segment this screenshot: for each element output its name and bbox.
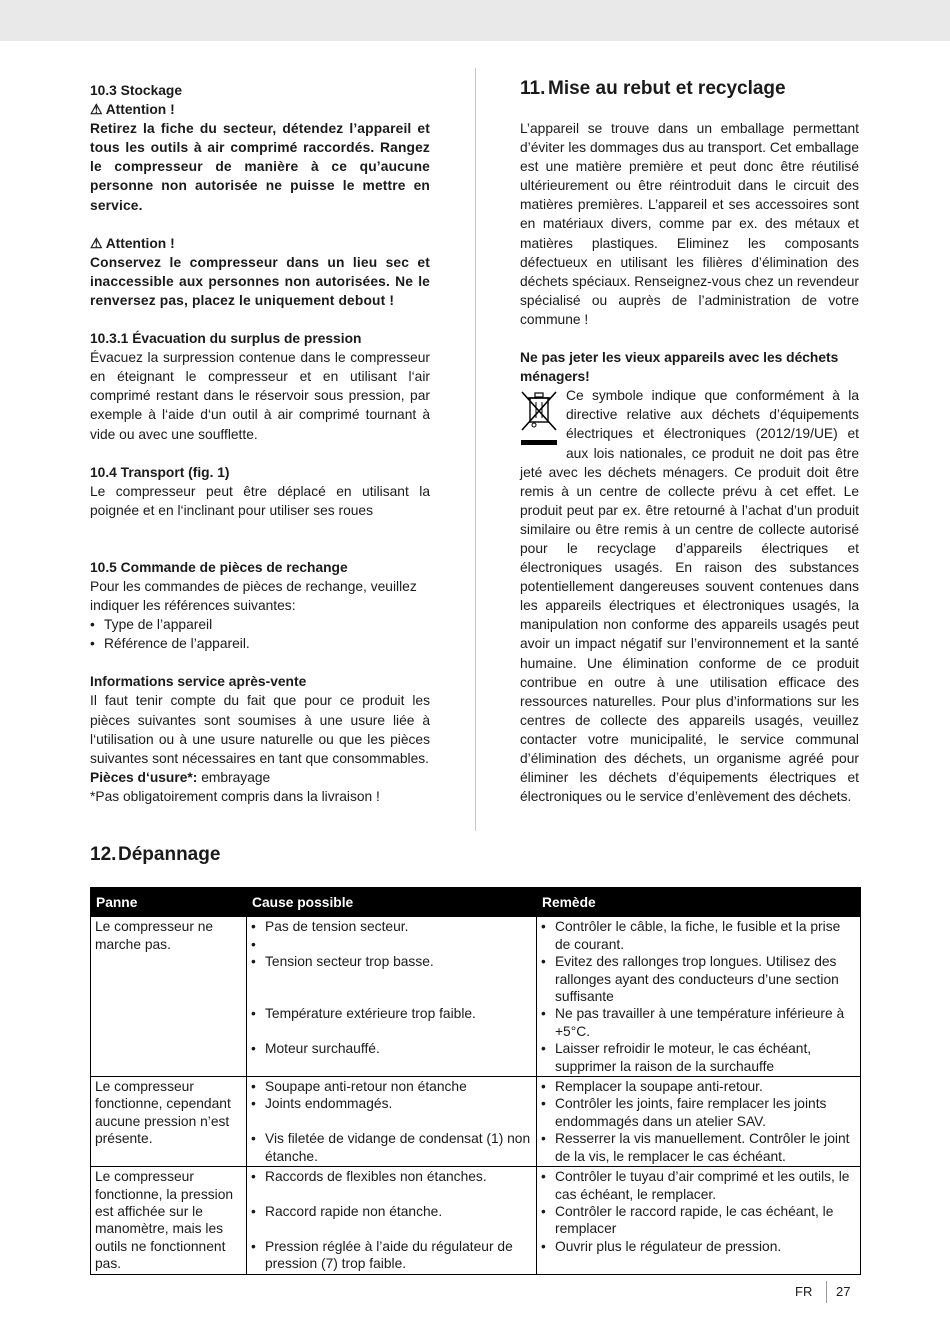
remede-item: • Contrôler le tuyau d’air comprimé et les outils, le cas échéant, le remplacer.	[541, 1168, 855, 1203]
weee-text: Ce symbole indique que conformément à la directive relative aux déchets d’équipements électriques et électroniques (2012/19/UE) et aux lois nationales, ce produit ne doit pas être jeté avec les déchets ménagers. Ce produit doit être remis à un centre de collecte prévu à cet effet. Le produit peut par ex. être retourné à l’achat d’un produit similaire ou être remis à un centre de collecte autorisé pour le recyclage d’appareils électriques et électroniques usagés. En raison des substances potentiellement dangereuses souvent contenues dans les appareils électriques et électroniques usagés, la manipulation non conforme des appareils usagés peut avoir un impact négatif sur l’environnement et la santé humaine. Une élimination conforme de ce produit contribue en outre à une utilisation efficace des ressources naturelles. Pour plus d’informations sur les centres de collecte des appareils usagés, veuillez contacter votre municipalité, le service communal d’élimination des déchets, un organisme agréé pour éliminer les déchets d’équipements électriques et électroniques ou le service d’enlèvement des déchets.	[520, 388, 859, 805]
table-row	[91, 1077, 861, 1167]
cause-item: • Joints endommagés.	[251, 1095, 531, 1112]
cause-item: • Pas de tension secteur.	[251, 918, 531, 935]
attention-line-1: ⚠ Attention !	[90, 102, 175, 118]
section-10-3-1-text: Évacuez la surpression contenue dans le compresseur en éteignant le compresseur et en utilisant l‘air comprimé restant dans le réservoir sous pression, par exemple à l‘aide d‘un outil à air comprimé tournant à vide ou avec une soufflette.	[90, 350, 430, 442]
footer-divider	[826, 1281, 827, 1303]
remede-item: • Contrôler le câble, la fiche, le fusible et la prise de courant.	[541, 918, 855, 953]
section-10-3-1-title: 10.3.1 Évacuation du surplus de pression	[90, 331, 362, 347]
storage-warning-2: Conservez le compresseur dans un lieu sec et inaccessible aux personnes non autorisées. Ne le renversez pas, placez le uniquement debout !	[90, 254, 430, 308]
remede-cell	[537, 1167, 861, 1274]
cause-cell	[247, 1167, 537, 1274]
section-10-4-title: 10.4 Transport (fig. 1)	[90, 464, 230, 480]
remede-cell	[537, 1077, 861, 1167]
section-10-3-title: 10.3 Stockage	[90, 83, 183, 98]
weee-title: Ne pas jeter les vieux appareils avec les déchets ménagers!	[520, 350, 839, 385]
header-cause: Cause possible	[247, 888, 537, 917]
page-footer	[770, 1281, 860, 1303]
cause-item: • Moteur surchauffé.	[251, 1040, 531, 1057]
cause-item: • Soupape anti-retour non étanche	[251, 1078, 531, 1095]
left-column	[90, 81, 430, 806]
cause-item: • Vis filetée de vidange de condensat (1) non étanche.	[251, 1130, 531, 1165]
remede-item: • Laisser refroidir le moteur, le cas échéant, supprimer la raison de la surchauffe	[541, 1040, 855, 1075]
section-11-heading: 11. Mise au rebut et recyclage	[520, 78, 786, 99]
remede-item: • Contrôler le raccord rapide, le cas échéant, le remplacer	[541, 1203, 855, 1238]
remede-item: • Contrôler les joints, faire remplacer les joints endommagés dans un atelier SAV.	[541, 1095, 855, 1130]
weee-block	[520, 386, 859, 806]
remede-item: • Evitez des rallonges trop longues. Utilisez des rallonges ayant des conducteurs d’une section suffisante	[541, 953, 855, 1005]
remede-cell	[537, 917, 861, 1077]
section-12-heading: 12.Dépannage	[90, 844, 221, 865]
cause-cell	[247, 1077, 537, 1167]
wear-note: *Pas obligatoirement compris dans la livraison !	[90, 788, 380, 804]
header-remede: Remède	[537, 888, 861, 917]
service-title: Informations service après-vente	[90, 674, 307, 690]
cause-item: • Raccord rapide non étanche.	[251, 1203, 531, 1220]
troubleshooting-table	[90, 887, 861, 1275]
panne-cell: Le compresseur fonctionne, la pression est affichée sur le manomètre, mais les outils ne fonctionnent pas.	[91, 1167, 247, 1274]
remede-item: • Ne pas travailler à une température inférieure à +5°C.	[541, 1005, 855, 1040]
section-10-5-text: Pour les commandes de pièces de rechange, veuillez indiquer les références suivantes:	[90, 578, 417, 614]
panne-cell: Le compresseur fonctionne, cependant aucune pression n’est présente.	[91, 1077, 247, 1167]
language-label: FR	[795, 1284, 813, 1299]
list-item: • Référence de l’appareil.	[90, 634, 430, 653]
cause-item: • Tension secteur trop basse.	[251, 953, 531, 970]
cause-cell	[247, 917, 537, 1077]
remede-item: • Resserrer la vis manuellement. Contrôler le joint de la vis, le remplacer le cas échéant.	[541, 1130, 855, 1165]
warning-icon: ⚠	[90, 235, 103, 251]
cause-item: • Raccords de flexibles non étanches.	[251, 1168, 531, 1185]
section-10-5-title: 10.5 Commande de pièces de rechange	[90, 559, 348, 575]
section-10-4-text: Le compresseur peut être déplacé en utilisant la poignée et en l‘inclinant pour utiliser ses roues	[90, 483, 430, 518]
disposal-text: L’appareil se trouve dans un emballage permettant d’éviter les dommages dus au transport. Cet emballage est une matière première et peut donc être réutilisé ultérieurement ou être réintroduit dans le circuit des matières premières. L’appareil et ses accessoires sont en matériaux divers, comme par ex. des métaux et matières plastiques. Eliminez les composants défectueux en utilisant les filières d’élimination des déchets spéciaux. Renseignez-vous chez un revendeur spécialisé ou auprès de l’administration de votre commune !	[520, 121, 859, 327]
table-header-row	[91, 888, 861, 917]
column-divider	[475, 68, 476, 831]
table-row	[91, 917, 861, 1077]
service-text: Il faut tenir compte du fait que pour ce produit les pièces suivantes sont soumises à une usure liée à l‘utilisation ou à une usure naturelle ou que les pièces suivantes sont nécessaires en tant que consommables.	[90, 693, 430, 766]
page-number: 27	[836, 1284, 851, 1299]
header-panne: Panne	[91, 888, 247, 917]
remede-item: • Remplacer la soupape anti-retour.	[541, 1078, 855, 1095]
list-item: • Type de l’appareil	[90, 615, 430, 634]
cause-item: • Pression réglée à l’aide du régulateur de pression (7) trop faible.	[251, 1238, 531, 1273]
remede-item: • Ouvrir plus le régulateur de pression.	[541, 1238, 855, 1255]
warning-icon: ⚠	[90, 102, 103, 118]
table-row	[91, 1167, 861, 1274]
reference-list	[90, 615, 430, 653]
cause-item: • Température extérieure trop faible.	[251, 1005, 531, 1022]
top-band	[0, 0, 950, 41]
wear-parts-line: Pièces d‘usure*: embrayage	[90, 769, 271, 785]
right-column	[520, 119, 859, 806]
attention-line-2: ⚠ Attention !	[90, 235, 175, 251]
panne-cell: Le compresseur ne marche pas.	[91, 917, 247, 1077]
storage-warning-1: Retirez la fiche du secteur, détendez l’appareil et tous les outils à air comprimé raccordés. Rangez le compresseur de manière à ce qu’aucune personne non autorisée ne puisse le mettre en service.	[90, 121, 430, 213]
crossed-bin-icon	[520, 388, 560, 452]
